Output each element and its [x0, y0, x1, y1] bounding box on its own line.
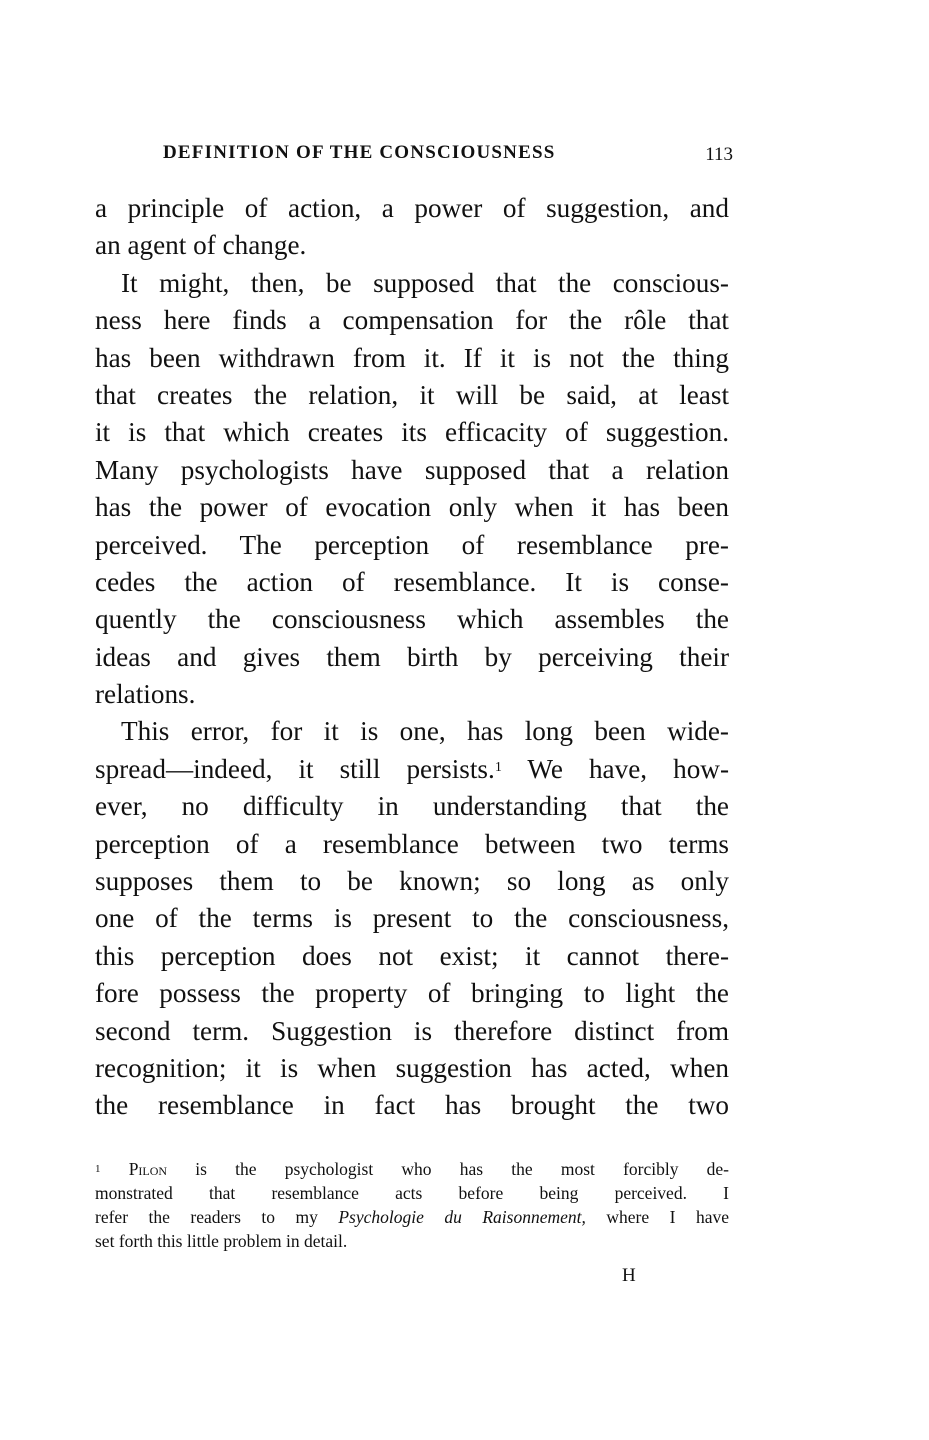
line-text: this perception does not exist; it cannot there- [95, 940, 729, 971]
line-text: perception of a resemblance between two terms [95, 828, 729, 859]
line-text: it is that which creates its efficacity of suggestion. [95, 417, 729, 448]
footnote-marker: 1 [95, 1163, 101, 1175]
line-text: ideas and gives them birth by perceiving their [95, 641, 729, 672]
text-line [95, 788, 729, 825]
text-line [95, 377, 729, 414]
line-text: second term. Suggestion is therefore distinct from [95, 1015, 729, 1046]
line-text: the resemblance in fact has brought the two [95, 1090, 729, 1121]
footnote-ref: 1 [494, 759, 502, 775]
line-text: recognition; it is when suggestion has acted, when [95, 1052, 729, 1083]
text-line [95, 302, 729, 339]
text-line [95, 527, 729, 564]
text-line [95, 227, 729, 264]
line-text: ever, no difficulty in understanding that the [95, 791, 729, 822]
text-line [95, 489, 729, 526]
footnote-author: Pilon [128, 1159, 168, 1179]
line-text: fore possess the property of bringing to light the [95, 978, 729, 1009]
line-text: that creates the relation, it will be said, at least [95, 379, 729, 410]
text-line [95, 863, 729, 900]
line-text: ness here finds a compensation for the rôle that [95, 305, 729, 336]
signature-mark: H [622, 1265, 636, 1286]
text-line [95, 601, 729, 638]
text-line [95, 900, 729, 937]
text-line [95, 414, 729, 451]
text-line [95, 564, 729, 601]
footnote-text: refer the readers to my [95, 1207, 339, 1227]
text-line [95, 676, 729, 713]
line-text: has been withdrawn from it. If it is not the thing [95, 342, 729, 373]
page-number: 113 [705, 144, 733, 165]
line-text: We have, how- [501, 753, 729, 784]
footnote-text: is the psychologist who has the most forcibly de- [167, 1159, 730, 1179]
line-text: an agent of change. [95, 230, 307, 261]
footnote-line: set forth this little problem in detail. [95, 1231, 348, 1251]
line-text: It might, then, be supposed that the conscious- [121, 267, 729, 298]
text-line [95, 340, 729, 377]
text-line [95, 1013, 729, 1050]
line-text: Many psychologists have supposed that a relation [95, 454, 729, 485]
footnote-text: where I have [585, 1207, 729, 1227]
text-line [95, 975, 729, 1012]
line-text: a principle of action, a power of suggestion, and [95, 193, 729, 223]
text-line [95, 751, 729, 788]
footnote-line [95, 1157, 729, 1181]
line-text: has the power of evocation only when it has been [95, 492, 729, 523]
text-line [95, 713, 729, 750]
footnote [95, 1157, 729, 1253]
footnote-line: monstrated that resemblance acts before being perceived. I [95, 1183, 729, 1203]
line-text: relations. [95, 679, 196, 710]
text-line [95, 190, 729, 227]
text-line [95, 639, 729, 676]
body-text [95, 190, 729, 1125]
line-text: cedes the action of resemblance. It is conse- [95, 566, 729, 597]
running-title: DEFINITION OF THE CONSCIOUSNESS [163, 142, 556, 163]
text-line [95, 1050, 729, 1087]
text-line [95, 938, 729, 975]
text-line [95, 826, 729, 863]
line-text: quently the consciousness which assembles the [95, 604, 729, 635]
book-title: Psychologie du Raisonnement, [338, 1207, 586, 1227]
text-line [95, 452, 729, 489]
text-line [95, 265, 729, 302]
line-text: This error, for it is one, has long been wide- [121, 716, 729, 747]
line-text: supposes them to be known; so long as only [95, 866, 729, 897]
line-text: spread—indeed, it still persists. [95, 753, 495, 784]
footnote-line [95, 1205, 729, 1229]
text-line [95, 1087, 729, 1124]
line-text: perceived. The perception of resemblance pre- [95, 529, 729, 560]
line-text: one of the terms is present to the consciousness, [95, 903, 729, 934]
